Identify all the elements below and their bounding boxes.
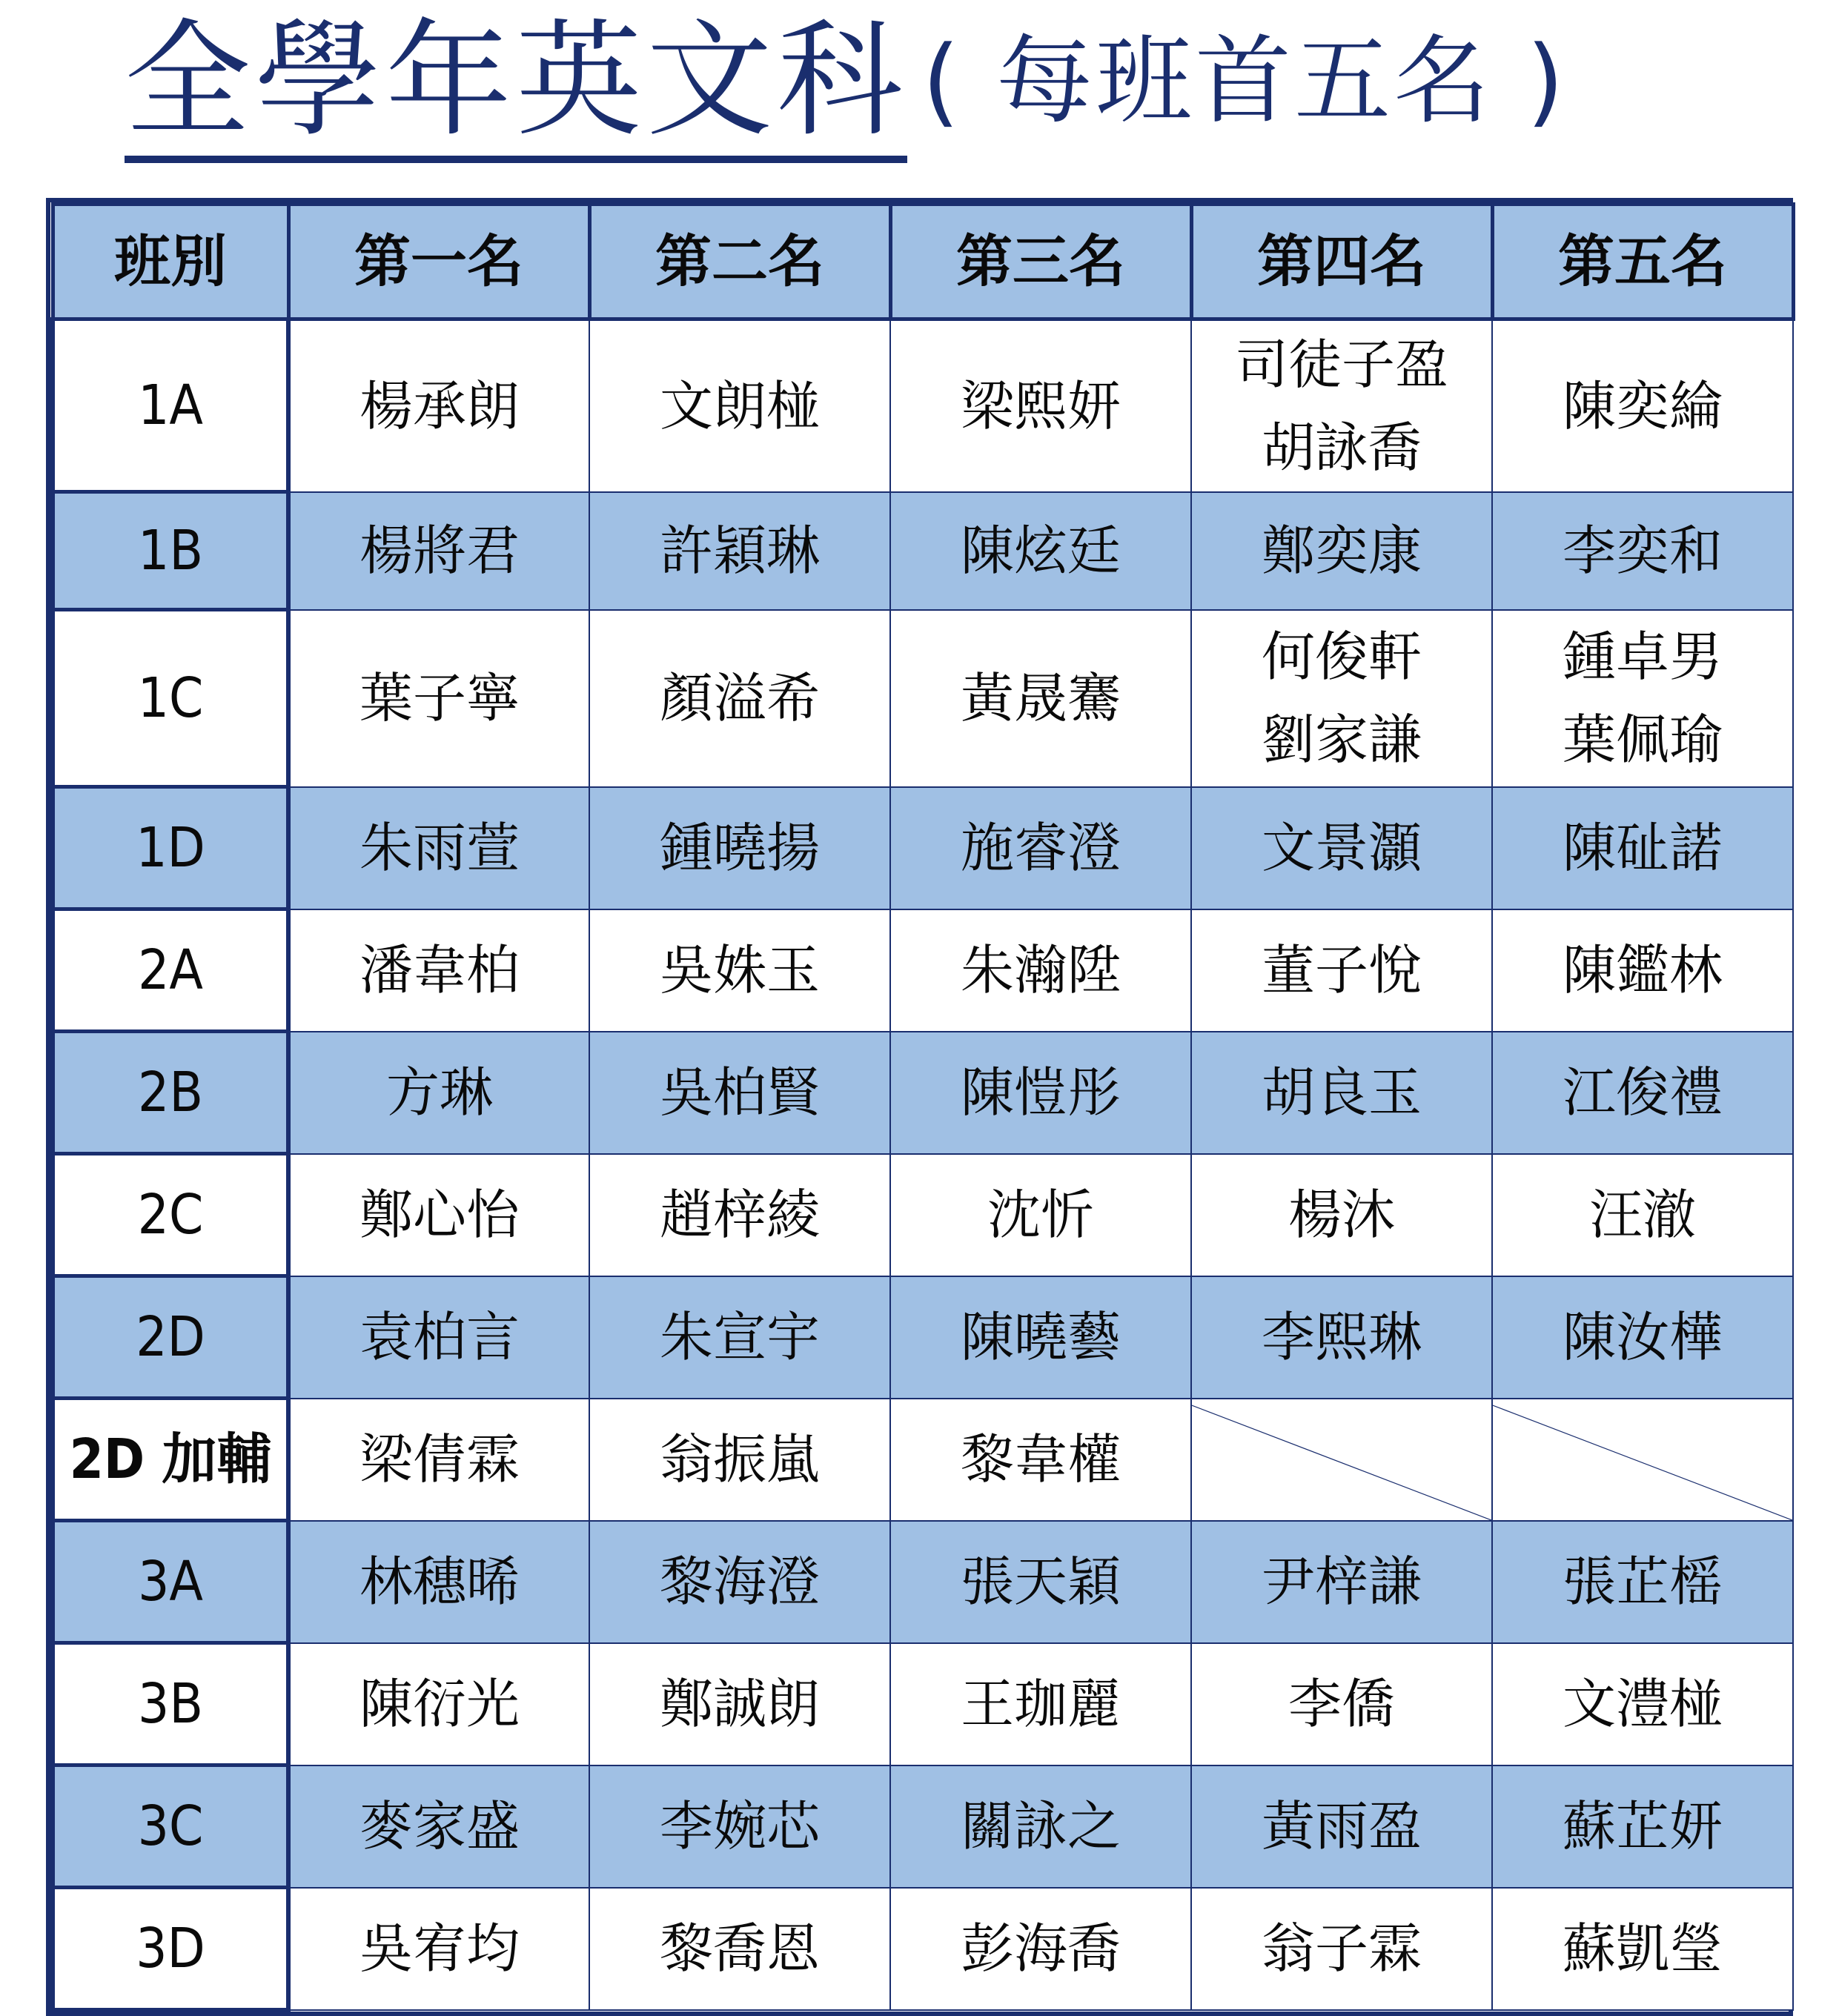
student-name: 文景灝 — [1261, 817, 1422, 879]
diagonal-slash-icon — [1192, 1399, 1491, 1520]
table-row — [53, 492, 1793, 610]
empty-slash-cell — [1492, 1399, 1793, 1521]
student-name: 陳曉藝 — [960, 1306, 1121, 1368]
rank-4-cell — [1191, 610, 1492, 787]
class-cell: 1B — [53, 492, 288, 610]
rank-5-cell — [1492, 1521, 1793, 1643]
rank-5-cell — [1492, 1888, 1793, 2010]
rank-3-cell — [890, 1521, 1191, 1643]
table-row — [53, 1643, 1793, 1765]
student-name: 蘇凱瑩 — [1562, 1917, 1723, 1980]
rank-1-cell — [288, 787, 589, 909]
student-name: 翁振嵐 — [659, 1428, 820, 1491]
rank-2-cell — [589, 492, 890, 610]
student-name: 梁倩霖 — [359, 1428, 520, 1491]
rank-2-cell — [589, 1032, 890, 1154]
rank-3-cell — [890, 1276, 1191, 1399]
student-name: 陳鑑林 — [1562, 939, 1723, 1001]
diagonal-slash-icon — [1493, 1399, 1792, 1520]
student-name: 朱雨萱 — [359, 817, 520, 879]
rank-4-cell — [1191, 787, 1492, 909]
student-name: 林穗晞 — [359, 1551, 520, 1613]
rank-4-cell — [1191, 1276, 1492, 1399]
ranking-table-frame — [46, 198, 1793, 2016]
rank-5-cell — [1492, 909, 1793, 1032]
ranking-table — [50, 202, 1795, 2012]
class-cell: 1C — [53, 610, 288, 787]
student-name: 陳炫廷 — [960, 520, 1121, 582]
header-rank-4: 第四名 — [1191, 205, 1492, 319]
class-cell: 2B — [53, 1032, 288, 1154]
page-subtitle: ( 每班首五名 ) — [922, 24, 1568, 137]
rank-2-cell — [589, 1154, 890, 1276]
student-name: 李婉芯 — [659, 1795, 820, 1857]
student-name: 張天穎 — [960, 1551, 1121, 1613]
rank-3-cell — [890, 1032, 1191, 1154]
table-row — [53, 610, 1793, 787]
rank-1-cell — [288, 1154, 589, 1276]
student-name: 汪澈 — [1588, 1184, 1696, 1246]
rank-3-cell — [890, 319, 1191, 492]
table-row — [53, 319, 1793, 492]
rank-4-cell — [1191, 1521, 1492, 1643]
student-name: 顏溢希 — [659, 667, 820, 729]
rank-4-cell — [1191, 1032, 1492, 1154]
student-name: 陳奕綸 — [1562, 374, 1723, 437]
table-row — [53, 787, 1793, 909]
student-name: 沈忻 — [987, 1184, 1094, 1246]
rank-1-cell — [288, 1521, 589, 1643]
student-name: 吳宥均 — [359, 1917, 520, 1980]
student-name: 劉家謙 — [1261, 709, 1422, 771]
student-name: 黎韋權 — [960, 1428, 1121, 1491]
rank-4-cell — [1191, 1643, 1492, 1765]
student-name: 吳姝玉 — [659, 939, 820, 1001]
table-row — [53, 1032, 1793, 1154]
student-name: 潘韋柏 — [359, 939, 520, 1001]
student-name: 方琳 — [385, 1061, 493, 1124]
rank-5-cell — [1492, 1643, 1793, 1765]
student-name: 李僑 — [1288, 1673, 1395, 1735]
student-name: 葉子寧 — [359, 667, 520, 729]
header-rank-5: 第五名 — [1492, 205, 1793, 319]
student-name: 楊將君 — [359, 520, 520, 582]
rank-5-cell — [1492, 1276, 1793, 1399]
table-row — [53, 1521, 1793, 1643]
student-name: 張芷榣 — [1562, 1551, 1723, 1613]
student-name: 黃晟騫 — [960, 667, 1121, 729]
student-name: 陳汝樺 — [1562, 1306, 1723, 1368]
rank-1-cell — [288, 1765, 589, 1888]
header-row — [53, 205, 1793, 319]
class-cell: 3B — [53, 1643, 288, 1765]
student-name: 陳愷彤 — [960, 1061, 1121, 1124]
rank-2-cell — [589, 319, 890, 492]
header-rank-3: 第三名 — [890, 205, 1191, 319]
rank-3-cell — [890, 492, 1191, 610]
student-name: 鄭誠朗 — [659, 1673, 820, 1735]
rank-3-cell — [890, 610, 1191, 787]
student-name: 蘇芷妍 — [1562, 1795, 1723, 1857]
rank-1-cell — [288, 610, 589, 787]
student-name: 陳衍光 — [359, 1673, 520, 1735]
student-name: 司徒子盈 — [1234, 333, 1448, 396]
rank-1-cell — [288, 1032, 589, 1154]
page-title: 全學年英文科 — [125, 10, 907, 163]
rank-5-cell — [1492, 1032, 1793, 1154]
student-name: 尹梓謙 — [1261, 1551, 1422, 1613]
table-row — [53, 1154, 1793, 1276]
student-name: 朱瀚陞 — [960, 939, 1121, 1001]
rank-1-cell — [288, 492, 589, 610]
student-name: 黎海澄 — [659, 1551, 820, 1613]
table-row — [53, 1399, 1793, 1521]
student-name: 文朗椪 — [659, 374, 820, 437]
student-name: 梁熙妍 — [960, 374, 1121, 437]
rank-5-cell — [1492, 319, 1793, 492]
student-name: 朱宣宇 — [659, 1306, 820, 1368]
table-row — [53, 909, 1793, 1032]
rank-1-cell — [288, 319, 589, 492]
student-name: 楊沐 — [1288, 1184, 1395, 1246]
student-name: 關詠之 — [960, 1795, 1121, 1857]
student-name: 江俊禮 — [1562, 1061, 1723, 1124]
class-cell: 2A — [53, 909, 288, 1032]
class-cell: 1D — [53, 787, 288, 909]
student-name: 許穎琳 — [659, 520, 820, 582]
student-name: 葉佩瑜 — [1562, 709, 1723, 771]
rank-5-cell — [1492, 492, 1793, 610]
rank-2-cell — [589, 1765, 890, 1888]
class-cell: 2C — [53, 1154, 288, 1276]
rank-3-cell — [890, 1399, 1191, 1521]
table-body — [53, 319, 1793, 2010]
rank-3-cell — [890, 1643, 1191, 1765]
rank-3-cell — [890, 1888, 1191, 2010]
rank-3-cell — [890, 787, 1191, 909]
student-name: 李奕和 — [1562, 520, 1723, 582]
student-name: 趙梓綾 — [659, 1184, 820, 1246]
rank-2-cell — [589, 1643, 890, 1765]
student-name: 施睿澄 — [960, 817, 1121, 879]
student-name: 麥家盛 — [359, 1795, 520, 1857]
rank-4-cell — [1191, 909, 1492, 1032]
student-name: 吳柏賢 — [659, 1061, 820, 1124]
student-name: 鄭奕康 — [1261, 520, 1422, 582]
student-name: 李熙琳 — [1261, 1306, 1422, 1368]
student-name: 鄭心怡 — [359, 1184, 520, 1246]
student-name: 彭海喬 — [960, 1917, 1121, 1980]
student-name: 胡詠喬 — [1261, 416, 1422, 479]
student-name: 楊承朗 — [359, 374, 520, 437]
student-name: 鍾曉揚 — [659, 817, 820, 879]
header-class: 班別 — [53, 205, 288, 319]
rank-3-cell — [890, 909, 1191, 1032]
rank-1-cell — [288, 909, 589, 1032]
class-cell: 2D — [53, 1276, 288, 1399]
rank-5-cell — [1492, 1765, 1793, 1888]
student-name: 陳砋諾 — [1562, 817, 1723, 879]
student-name: 黎喬恩 — [659, 1917, 820, 1980]
rank-1-cell — [288, 1643, 589, 1765]
student-name: 文澧椪 — [1562, 1673, 1723, 1735]
header-rank-1: 第一名 — [288, 205, 589, 319]
student-name: 董子悅 — [1261, 939, 1422, 1001]
student-name: 王珈麗 — [960, 1673, 1121, 1735]
table-row — [53, 1888, 1793, 2010]
rank-5-cell — [1492, 1154, 1793, 1276]
rank-1-cell — [288, 1399, 589, 1521]
class-cell: 3C — [53, 1765, 288, 1888]
student-name: 翁子霖 — [1261, 1917, 1422, 1980]
rank-2-cell — [589, 1521, 890, 1643]
rank-4-cell — [1191, 319, 1492, 492]
student-name: 袁柏言 — [359, 1306, 520, 1368]
empty-slash-cell — [1191, 1399, 1492, 1521]
rank-4-cell — [1191, 1888, 1492, 2010]
table-row — [53, 1276, 1793, 1399]
rank-2-cell — [589, 1276, 890, 1399]
header-rank-2: 第二名 — [589, 205, 890, 319]
rank-2-cell — [589, 610, 890, 787]
student-name: 鍾卓男 — [1562, 626, 1723, 688]
student-name: 胡良玉 — [1261, 1061, 1422, 1124]
rank-2-cell — [589, 787, 890, 909]
rank-2-cell — [589, 1888, 890, 2010]
class-cell: 2D 加輔 — [53, 1399, 288, 1521]
class-cell: 3A — [53, 1521, 288, 1643]
student-name: 黃雨盈 — [1261, 1795, 1422, 1857]
class-cell: 3D — [53, 1888, 288, 2010]
student-name: 何俊軒 — [1261, 626, 1422, 688]
rank-4-cell — [1191, 492, 1492, 610]
rank-4-cell — [1191, 1154, 1492, 1276]
class-cell: 1A — [53, 319, 288, 492]
rank-2-cell — [589, 909, 890, 1032]
rank-5-cell — [1492, 610, 1793, 787]
rank-1-cell — [288, 1276, 589, 1399]
rank-2-cell — [589, 1399, 890, 1521]
rank-5-cell — [1492, 787, 1793, 909]
rank-1-cell — [288, 1888, 589, 2010]
rank-3-cell — [890, 1765, 1191, 1888]
title-block — [125, 0, 1567, 163]
rank-4-cell — [1191, 1765, 1492, 1888]
rank-3-cell — [890, 1154, 1191, 1276]
table-row — [53, 1765, 1793, 1888]
